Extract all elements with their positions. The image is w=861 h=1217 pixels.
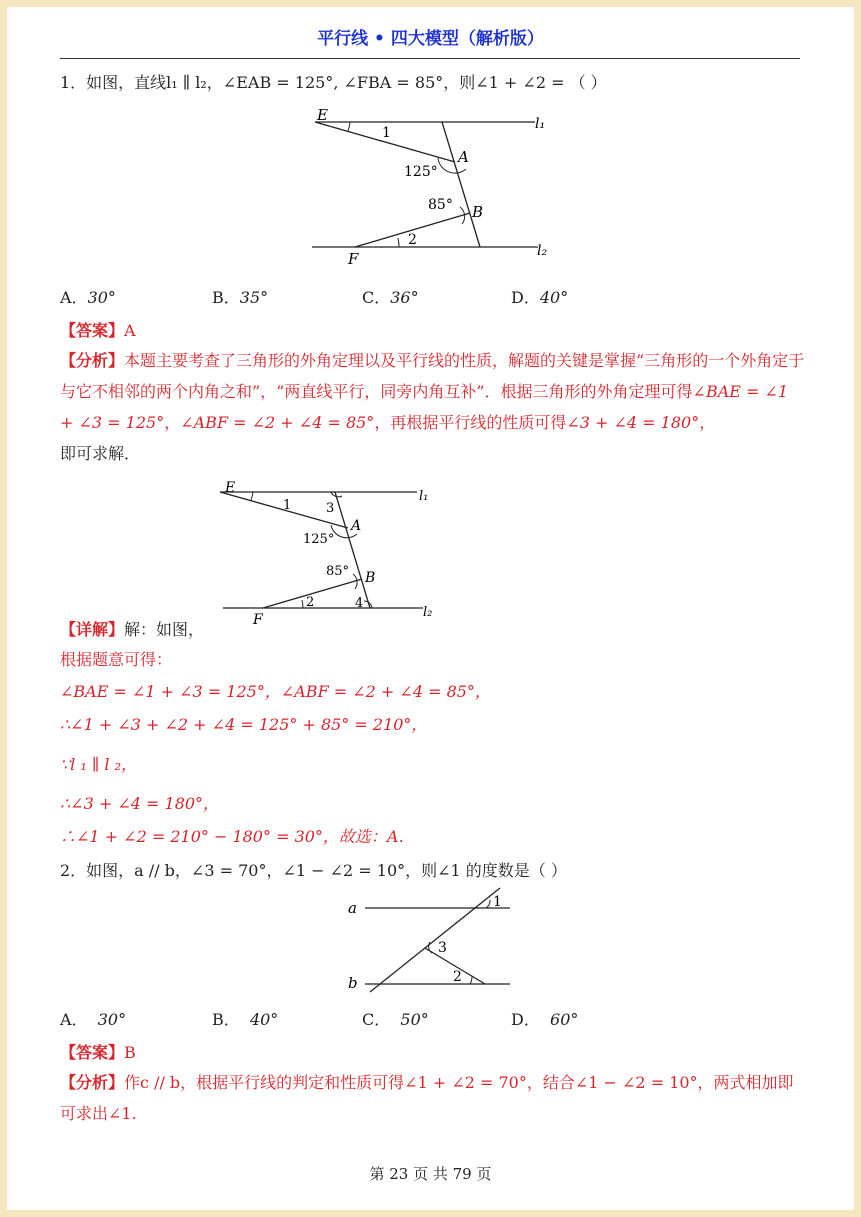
fig2-label-1: 1 [283,498,292,513]
fig3-label-a: a [348,899,357,917]
fig1-label-125: 125° [404,164,438,180]
page-number: 第 23 页 共 79 页 [369,1165,492,1183]
header-divider [60,58,800,59]
q1-figure [300,100,570,270]
q1-detail-line: ∵l ₁ ∥ l ₂， [60,755,137,774]
q2-answer: 【答案】B [60,1043,136,1062]
fig3-label-3: 3 [438,940,447,956]
fig2-label-l2: l₂ [423,605,433,620]
q2-option-c: C． 50° [362,1010,429,1029]
page-title: 平行线 • 四大模型（解析版） [317,29,544,49]
fig2-label-l1: l₁ [419,489,429,504]
q1-option-c: C．36° [362,288,419,307]
fig2-label-4: 4 [355,596,364,611]
fig2-label-e: E [225,480,236,496]
q1-stem: 1．如图，直线l₁ ∥ l₂，∠EAB = 125°, ∠FBA = 85°，则∠1 + ∠2 = （ ） [60,73,607,92]
q1-detail-line: ∴∠3 + ∠4 = 180°， [60,794,220,813]
fig2-label-a: A [351,518,362,534]
q1-option-d: D．40° [511,288,569,307]
q1-analysis: 【分析】本题主要考查了三角形的外角定理以及平行线的性质，解题的关键是掌握“三角形的一个外角定于与它不相邻的两个内角之和”，“两直线平行，同旁内角互补”．根据三角形的外角定理可得∠BAE = ∠1 + ∠3 = 125°，∠ABF = ∠2 + ∠4 = 85°，再根据平行线的性质可得∠3 + ∠4 = 180°， 即可求解． [60,351,805,463]
q2-stem: 2．如图，a // b，∠3 = 70°，∠1 − ∠2 = 10°，则∠1 的度数是（ ） [60,861,567,880]
q1-option-b: B．35° [212,288,269,307]
q1-detail-figure [205,476,450,626]
fig1-label-e: E [317,106,328,124]
fig1-label-b: B [472,203,484,221]
fig1-label-1: 1 [382,125,391,141]
q1-option-a: A．30° [60,288,116,307]
q2-option-a: A． 30° [60,1010,127,1029]
q2-option-b: B． 40° [212,1010,279,1029]
fig3-label-b: b [348,974,358,992]
fig2-label-f: F [253,612,263,626]
fig2-label-b: B [365,570,376,586]
q2-analysis: 【分析】作c // b，根据平行线的判定和性质可得∠1 + ∠2 = 70°，结合∠1 − ∠2 = 10°，两式相加即 可求出∠1. [60,1073,794,1123]
fig1-label-l2: l₂ [537,243,548,259]
q1-detail-line: 根据题意可得： [60,650,173,669]
q1-detail-intro: 【详解】解：如图， [60,620,205,639]
fig1-label-l1: l₁ [535,116,546,132]
fig1-label-85: 85° [428,197,453,213]
fig3-label-1: 1 [493,894,502,910]
fig2-label-125: 125° [303,532,335,547]
q2-figure [340,880,530,998]
fig2-label-3: 3 [326,501,335,516]
q1-detail-line: ∠BAE = ∠1 + ∠3 = 125°，∠ABF = ∠2 + ∠4 = 85°， [60,682,491,701]
q1-detail-line: ∴∠1 + ∠2 = 210° − 180° = 30°，故选：A． [60,827,415,846]
fig1-label-a: A [458,148,469,166]
q2-option-d: D． 60° [511,1010,579,1029]
fig1-label-f: F [348,250,359,268]
fig3-label-2: 2 [453,969,462,985]
fig2-label-85: 85° [326,564,350,579]
fig1-label-2: 2 [408,232,417,248]
fig2-label-2: 2 [306,595,315,610]
q1-answer: 【答案】A [60,321,136,340]
q1-detail-line: ∴∠1 + ∠3 + ∠2 + ∠4 = 125° + 85° = 210°， [60,715,428,734]
